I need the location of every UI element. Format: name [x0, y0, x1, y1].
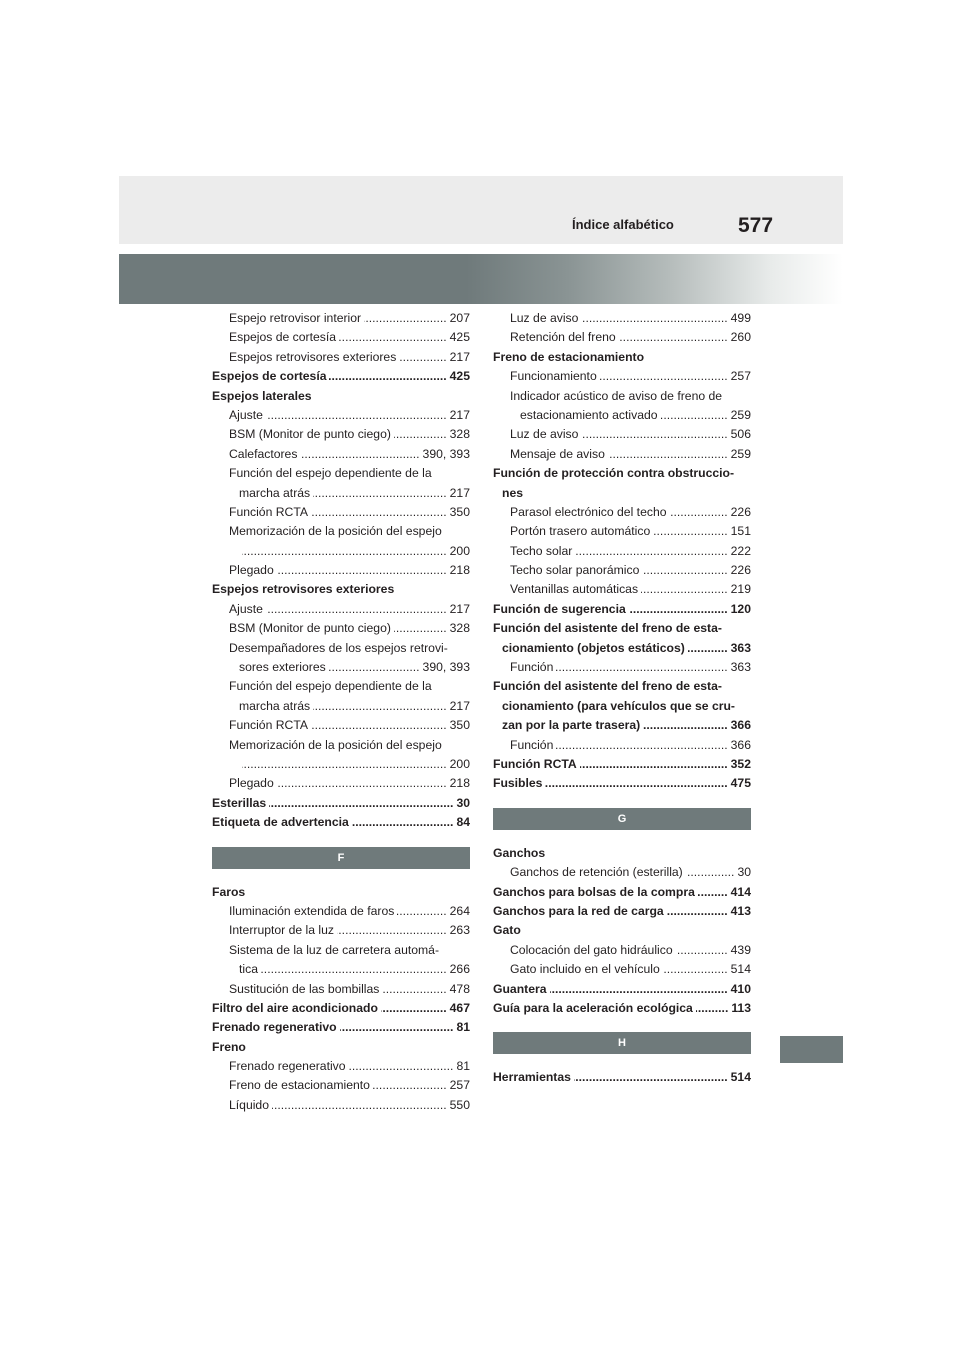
- index-entry-text: Función de protección contra obstruccio-: [493, 466, 735, 481]
- index-entry-text: Indicador acústico de aviso de freno de: [510, 388, 723, 403]
- section-title: Índice alfabético: [572, 217, 674, 232]
- leader-dots: [688, 639, 728, 658]
- index-entry: [493, 580, 751, 599]
- index-entry: [212, 794, 470, 813]
- index-entry-text: Esterillas: [212, 795, 267, 810]
- index-entry-text: Gato incluido en el vehículo: [510, 962, 660, 977]
- index-entry: [212, 619, 470, 638]
- index-entry: [212, 522, 470, 541]
- index-entry: [212, 716, 470, 735]
- index-entry: [493, 484, 751, 503]
- leader-dots: [272, 1096, 447, 1115]
- index-entry: [493, 639, 751, 658]
- index-entry-text: Desempañadores de los espejos retrovi-: [229, 640, 448, 655]
- index-entry-text: Función del espejo dependiente de la: [229, 679, 432, 694]
- leader-dots: [670, 503, 728, 522]
- index-entry-text: Espejos de cortesía: [229, 330, 337, 345]
- index-entry: [212, 367, 470, 386]
- index-entry: [493, 736, 751, 755]
- spacer: [493, 794, 751, 808]
- index-entry-text: Techo solar: [510, 543, 573, 558]
- index-entry-page: 514: [730, 962, 751, 977]
- index-entry: [493, 367, 751, 386]
- index-entry-text: Función del espejo dependiente de la: [229, 466, 432, 481]
- index-entry-text: Espejos laterales: [212, 388, 312, 403]
- index-entry: [212, 445, 470, 464]
- leader-dots: [556, 658, 727, 677]
- index-entry-page: 350: [449, 718, 470, 733]
- index-entry: [493, 902, 751, 921]
- leader-dots: [661, 406, 728, 425]
- index-entry-text: Plegado: [229, 776, 274, 791]
- leader-dots: [364, 309, 447, 328]
- index-entry: [212, 1076, 470, 1095]
- index-entry-text: BSM (Monitor de punto ciego): [229, 621, 391, 636]
- spacer: [493, 830, 751, 844]
- index-entry: [493, 980, 751, 999]
- index-entry: [493, 1068, 751, 1087]
- leader-dots: [676, 941, 728, 960]
- leader-dots: [629, 600, 728, 619]
- index-entry-text: Calefactores: [229, 446, 298, 461]
- index-entry: [493, 863, 751, 882]
- index-entry: [212, 484, 470, 503]
- index-entry-page: 439: [730, 942, 751, 957]
- index-entry-text: Función del asistente del freno de esta-: [493, 679, 722, 694]
- index-entry: [212, 639, 470, 658]
- index-entry-text: Espejo retrovisor interior: [229, 311, 362, 325]
- index-entry: [212, 774, 470, 793]
- index-column-left: [212, 309, 470, 1115]
- index-entry-page: 350: [449, 504, 470, 519]
- leader-dots: [340, 1018, 454, 1037]
- leader-dots: [653, 522, 727, 541]
- index-entry: [493, 755, 751, 774]
- index-entry-text: Función de sugerencia: [493, 601, 626, 616]
- index-entry: [212, 1057, 470, 1076]
- index-entry: [212, 941, 470, 960]
- leader-dots: [242, 542, 447, 561]
- index-entry: [212, 503, 470, 522]
- index-entry: [493, 406, 751, 425]
- index-entry-text: Iluminación extendida de faros: [229, 903, 395, 918]
- index-entry-page: 425: [449, 369, 470, 384]
- leader-dots: [337, 921, 447, 940]
- index-entry-text: Colocación del gato hidráulico: [510, 942, 673, 957]
- index-entry-page: 266: [449, 962, 470, 977]
- index-entry-page: 328: [449, 427, 470, 442]
- index-entry-page: 257: [449, 1078, 470, 1093]
- index-entry: [212, 561, 470, 580]
- index-entry-text: Mensaje de aviso: [510, 446, 605, 461]
- leader-dots: [339, 328, 447, 347]
- index-entry-page: 226: [730, 504, 751, 519]
- index-entry-text: Función RCTA: [229, 718, 309, 733]
- index-entry: [212, 813, 470, 832]
- leader-dots: [329, 367, 446, 386]
- leader-dots: [311, 503, 447, 522]
- leader-dots: [643, 716, 727, 735]
- index-entry-text: Ganchos: [493, 845, 546, 860]
- leader-dots: [313, 697, 447, 716]
- index-entry-page: 467: [449, 1000, 470, 1015]
- index-entry-text: Ajuste: [229, 601, 263, 616]
- index-entry: [493, 542, 751, 561]
- index-entry-text: Freno de estacionamiento: [493, 349, 645, 364]
- index-entry-page: 390, 393: [422, 446, 470, 461]
- leader-dots: [382, 980, 446, 999]
- index-entry: [493, 844, 751, 863]
- index-entry-text: Fusibles: [493, 776, 543, 791]
- index-entry: [493, 425, 751, 444]
- index-entry-text: Memorización de la posición del espejo: [229, 524, 442, 539]
- index-entry-text: Ganchos para bolsas de la compra: [493, 884, 695, 899]
- leader-dots: [261, 960, 447, 979]
- index-entry-page: 151: [730, 524, 751, 539]
- leader-dots: [550, 980, 728, 999]
- leader-dots: [642, 561, 727, 580]
- index-entry-text: marcha atrás: [239, 698, 311, 713]
- index-entry-text: zan por la parte trasera): [502, 718, 641, 733]
- index-entry-page: 328: [449, 621, 470, 636]
- spacer: [493, 1054, 751, 1068]
- index-entry-page: 113: [731, 1000, 751, 1015]
- leader-dots: [311, 716, 447, 735]
- index-entry-text: Espejos retrovisores exteriores: [212, 582, 395, 597]
- index-entry: [212, 387, 470, 406]
- leader-dots: [329, 658, 420, 677]
- leader-dots: [581, 309, 727, 328]
- index-entry-page: 410: [730, 981, 751, 996]
- index-entry-page: 425: [449, 330, 470, 345]
- leader-dots: [399, 348, 446, 367]
- index-entry: [212, 348, 470, 367]
- index-entry-text: Función RCTA: [229, 504, 309, 519]
- index-entry: [212, 600, 470, 619]
- index-entry-page: 363: [730, 660, 751, 675]
- spacer: [493, 1018, 751, 1032]
- index-entry-text: Portón trasero automático: [510, 524, 651, 539]
- index-entry-page: 30: [456, 795, 470, 810]
- index-entry-text: estacionamiento activado: [520, 407, 658, 422]
- index-entry: [212, 960, 470, 979]
- leader-dots: [580, 755, 728, 774]
- index-entry-page: 84: [456, 815, 470, 830]
- index-entry-text: Ganchos de retención (esterilla): [510, 865, 683, 880]
- leader-dots: [277, 774, 447, 793]
- leader-dots: [352, 813, 454, 832]
- index-entry-text: Retención del freno: [510, 330, 616, 345]
- index-entry: [212, 755, 470, 774]
- index-entry-text: cionamiento (para vehículos que se cru-: [502, 698, 735, 713]
- index-entry-page: 218: [449, 776, 470, 791]
- index-entry: [493, 445, 751, 464]
- leader-dots: [313, 484, 447, 503]
- index-entry: [212, 542, 470, 561]
- index-entry-text: Guía para la aceleración ecológica: [493, 1000, 693, 1015]
- index-entry-text: Sistema de la luz de carretera automá-: [229, 942, 439, 957]
- index-entry-page: 257: [730, 369, 751, 384]
- index-entry-page: 259: [730, 407, 751, 422]
- index-entry-text: Techo solar panorámico: [510, 563, 640, 578]
- index-entry-page: 352: [730, 756, 751, 771]
- leader-dots: [300, 445, 419, 464]
- index-entry: [212, 902, 470, 921]
- index-entry: [493, 600, 751, 619]
- index-entry-page: 200: [449, 756, 470, 771]
- index-entry-page: 217: [449, 407, 470, 422]
- index-entry-text: Función del asistente del freno de esta-: [493, 621, 722, 636]
- index-entry: [493, 921, 751, 940]
- index-entry: [212, 425, 470, 444]
- index-entry-page: 219: [730, 582, 751, 597]
- index-entry-page: 207: [449, 311, 470, 325]
- index-entry-page: 499: [730, 311, 751, 325]
- index-entry: [493, 561, 751, 580]
- index-entry: [493, 328, 751, 347]
- index-entry: [212, 406, 470, 425]
- index-entry-text: Funcionamiento: [510, 369, 597, 384]
- index-entry-text: cionamiento (objetos estáticos): [502, 640, 685, 655]
- leader-dots: [394, 425, 447, 444]
- index-entry-text: marcha atrás: [239, 485, 311, 500]
- leader-dots: [394, 619, 447, 638]
- index-entry-page: 217: [449, 601, 470, 616]
- index-entry: [493, 464, 751, 483]
- index-entry-text: Faros: [212, 884, 246, 899]
- index-entry-page: 200: [449, 543, 470, 558]
- index-entry-page: 217: [449, 485, 470, 500]
- index-entry-page: 120: [730, 601, 751, 616]
- index-entry: [212, 1096, 470, 1115]
- index-entry-page: 413: [730, 903, 751, 918]
- index-entry-text: Espejos retrovisores exteriores: [229, 349, 397, 364]
- index-entry: [493, 309, 751, 328]
- leader-dots: [641, 580, 728, 599]
- index-entry-page: 414: [730, 884, 751, 899]
- side-thumb-tab: [780, 1036, 843, 1063]
- index-entry-text: Etiqueta de advertencia: [212, 815, 349, 830]
- index-entry: [493, 883, 751, 902]
- index-entry: [493, 960, 751, 979]
- index-entry: [212, 328, 470, 347]
- index-entry-text: Herramientas: [493, 1070, 571, 1085]
- index-entry: [212, 697, 470, 716]
- index-entry: [212, 580, 470, 599]
- index-entry: [212, 1038, 470, 1057]
- index-entry-page: 550: [449, 1097, 470, 1112]
- index-entry-page: 222: [730, 543, 751, 558]
- index-entry: [493, 522, 751, 541]
- index-entry-text: nes: [502, 485, 524, 500]
- leader-dots: [663, 960, 728, 979]
- index-entry: [493, 348, 751, 367]
- index-entry: [493, 941, 751, 960]
- leader-dots: [556, 736, 727, 755]
- index-entry: [493, 677, 751, 696]
- leader-dots: [696, 999, 728, 1018]
- index-entry-text: Freno: [212, 1039, 246, 1054]
- index-entry: [212, 980, 470, 999]
- index-entry: [493, 716, 751, 735]
- index-entry-text: BSM (Monitor de punto ciego): [229, 427, 391, 442]
- index-entry-page: 260: [730, 330, 751, 345]
- index-entry-page: 366: [730, 737, 751, 752]
- leader-dots: [581, 425, 727, 444]
- leader-dots: [686, 863, 735, 882]
- index-entry-text: Luz de aviso: [510, 427, 579, 442]
- index-entry-text: Plegado: [229, 563, 274, 578]
- index-entry: [212, 1018, 470, 1037]
- index-entry: [493, 774, 751, 793]
- index-entry-page: 390, 393: [422, 660, 470, 675]
- leader-dots: [397, 902, 446, 921]
- index-entry: [212, 464, 470, 483]
- leader-dots: [575, 542, 727, 561]
- index-entry-page: 259: [730, 446, 751, 461]
- index-entry-text: Ganchos para la red de carga: [493, 903, 664, 918]
- index-entry-page: 514: [730, 1070, 751, 1085]
- leader-dots: [381, 999, 447, 1018]
- index-entry-text: Interruptor de la luz: [229, 923, 335, 938]
- index-entry: [493, 697, 751, 716]
- index-entry: [212, 921, 470, 940]
- index-entry-text: Gato: [493, 923, 521, 938]
- index-entry: [212, 883, 470, 902]
- leader-dots: [269, 794, 453, 813]
- index-entry-text: sores exteriores: [239, 660, 326, 675]
- index-entry-text: Filtro del aire acondicionado: [212, 1000, 378, 1015]
- leader-dots: [545, 774, 727, 793]
- index-entry-text: Memorización de la posición del espejo: [229, 737, 442, 752]
- index-entry-page: 81: [456, 1059, 470, 1074]
- index-entry: [493, 387, 751, 406]
- index-entry-page: 478: [449, 981, 470, 996]
- index-entry-text: tica: [239, 962, 258, 977]
- index-entry-page: 81: [456, 1020, 470, 1035]
- header-gradient-bar: [119, 254, 843, 304]
- index-entry-text: Freno de estacionamiento: [229, 1078, 370, 1093]
- index-entry-text: Espejos de cortesía: [212, 369, 327, 384]
- index-entry-text: Líquido: [229, 1097, 269, 1112]
- leader-dots: [608, 445, 728, 464]
- index-entry-page: 366: [730, 718, 751, 733]
- index-entry-text: Guantera: [493, 981, 547, 996]
- index-entry: [212, 658, 470, 677]
- index-entry-text: Sustitución de las bombillas: [229, 981, 380, 996]
- index-column-right: [493, 309, 751, 1088]
- index-entry: [493, 999, 751, 1018]
- index-entry: [493, 503, 751, 522]
- index-entry-text: Ventanillas automáticas: [510, 582, 639, 597]
- index-entry-text: Ajuste: [229, 407, 263, 422]
- index-entry: [493, 658, 751, 677]
- index-entry-page: 218: [449, 563, 470, 578]
- leader-dots: [667, 902, 728, 921]
- index-entry-page: 264: [449, 903, 470, 918]
- index-entry-text: Función: [510, 737, 554, 752]
- index-entry-page: 263: [449, 923, 470, 938]
- index-entry-page: 506: [730, 427, 751, 442]
- index-letter-heading: H: [493, 1032, 751, 1054]
- page-number: 577: [738, 214, 774, 237]
- spacer: [212, 869, 470, 883]
- index-entry-page: 217: [449, 698, 470, 713]
- leader-dots: [277, 561, 447, 580]
- index-entry: [212, 309, 470, 328]
- index-entry: [212, 677, 470, 696]
- index-entry-text: Luz de aviso: [510, 311, 579, 325]
- index-entry-text: Parasol electrónico del techo: [510, 504, 667, 519]
- index-entry-page: 226: [730, 563, 751, 578]
- index-entry: [212, 736, 470, 755]
- leader-dots: [600, 367, 728, 386]
- leader-dots: [242, 755, 447, 774]
- index-entry: [493, 619, 751, 638]
- index-entry-page: 217: [449, 349, 470, 364]
- header-band: [119, 176, 843, 244]
- leader-dots: [373, 1076, 447, 1095]
- leader-dots: [266, 600, 447, 619]
- index-letter-heading: F: [212, 847, 470, 869]
- leader-dots: [349, 1057, 454, 1076]
- index-entry-page: 363: [730, 640, 751, 655]
- index-entry-text: Frenado regenerativo: [229, 1059, 346, 1074]
- index-entry-page: 30: [737, 865, 751, 880]
- leader-dots: [266, 406, 447, 425]
- spacer: [212, 833, 470, 847]
- leader-dots: [619, 328, 728, 347]
- index-entry-page: 475: [730, 776, 751, 791]
- index-entry-text: Frenado regenerativo: [212, 1020, 337, 1035]
- index-entry-text: Función RCTA: [493, 756, 577, 771]
- leader-dots: [574, 1068, 728, 1087]
- index-entry-text: Función: [510, 660, 554, 675]
- leader-dots: [698, 883, 728, 902]
- index-entry: [212, 999, 470, 1018]
- index-letter-heading: G: [493, 808, 751, 830]
